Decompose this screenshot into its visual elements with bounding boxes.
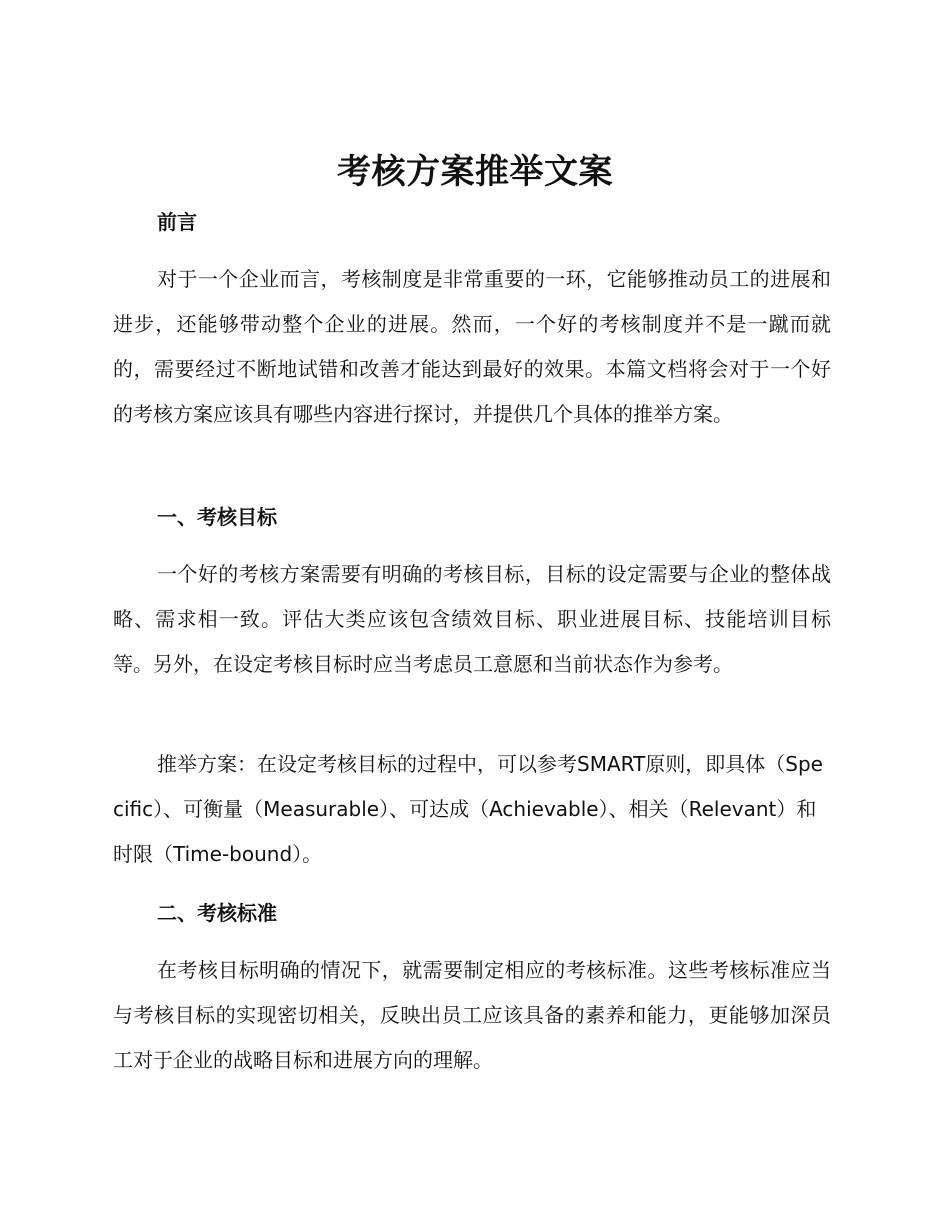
paragraph-preface: 对于一个企业而言，考核制度是非常重要的一环，它能够推动员工的进展和进步，还能够带动整个企业的进展。然而，一个好的考核制度并不是一蹴而就的，需要经过不断地试错和改善才能达到最好的效果。本篇文档将会对于一个好的考核方案应该具有哪些内容进行探讨，并提供几个具体的推举方案。	[113, 267, 831, 426]
paragraph-goals: 一个好的考核方案需要有明确的考核目标，目标的设定需要与企业的整体战略、需求相一致。评估大类应该包含绩效目标、职业进展目标、技能培训目标等。另外，在设定考核目标时应当考虑员工意愿和当前状态作为参考。	[113, 562, 831, 676]
paragraph-goals-recommendation: 推举方案：在设定考核目标的过程中，可以参考SMART原则，即具体（Specific）、可衡量（Measurable）、可达成（Achievable）、相关（Relevant）和时限（Time-bound）。	[113, 752, 823, 866]
section-heading-standards: 二、考核标准	[157, 901, 277, 925]
document-title: 考核方案推举文案	[337, 152, 613, 192]
section-heading-preface: 前言	[157, 210, 197, 234]
paragraph-standards: 在考核目标明确的情况下，就需要制定相应的考核标准。这些考核标准应当与考核目标的实现密切相关，反映出员工应该具备的素养和能力，更能够加深员工对于企业的战略目标和进展方向的理解。	[113, 958, 831, 1072]
section-heading-goals: 一、考核目标	[157, 505, 277, 529]
